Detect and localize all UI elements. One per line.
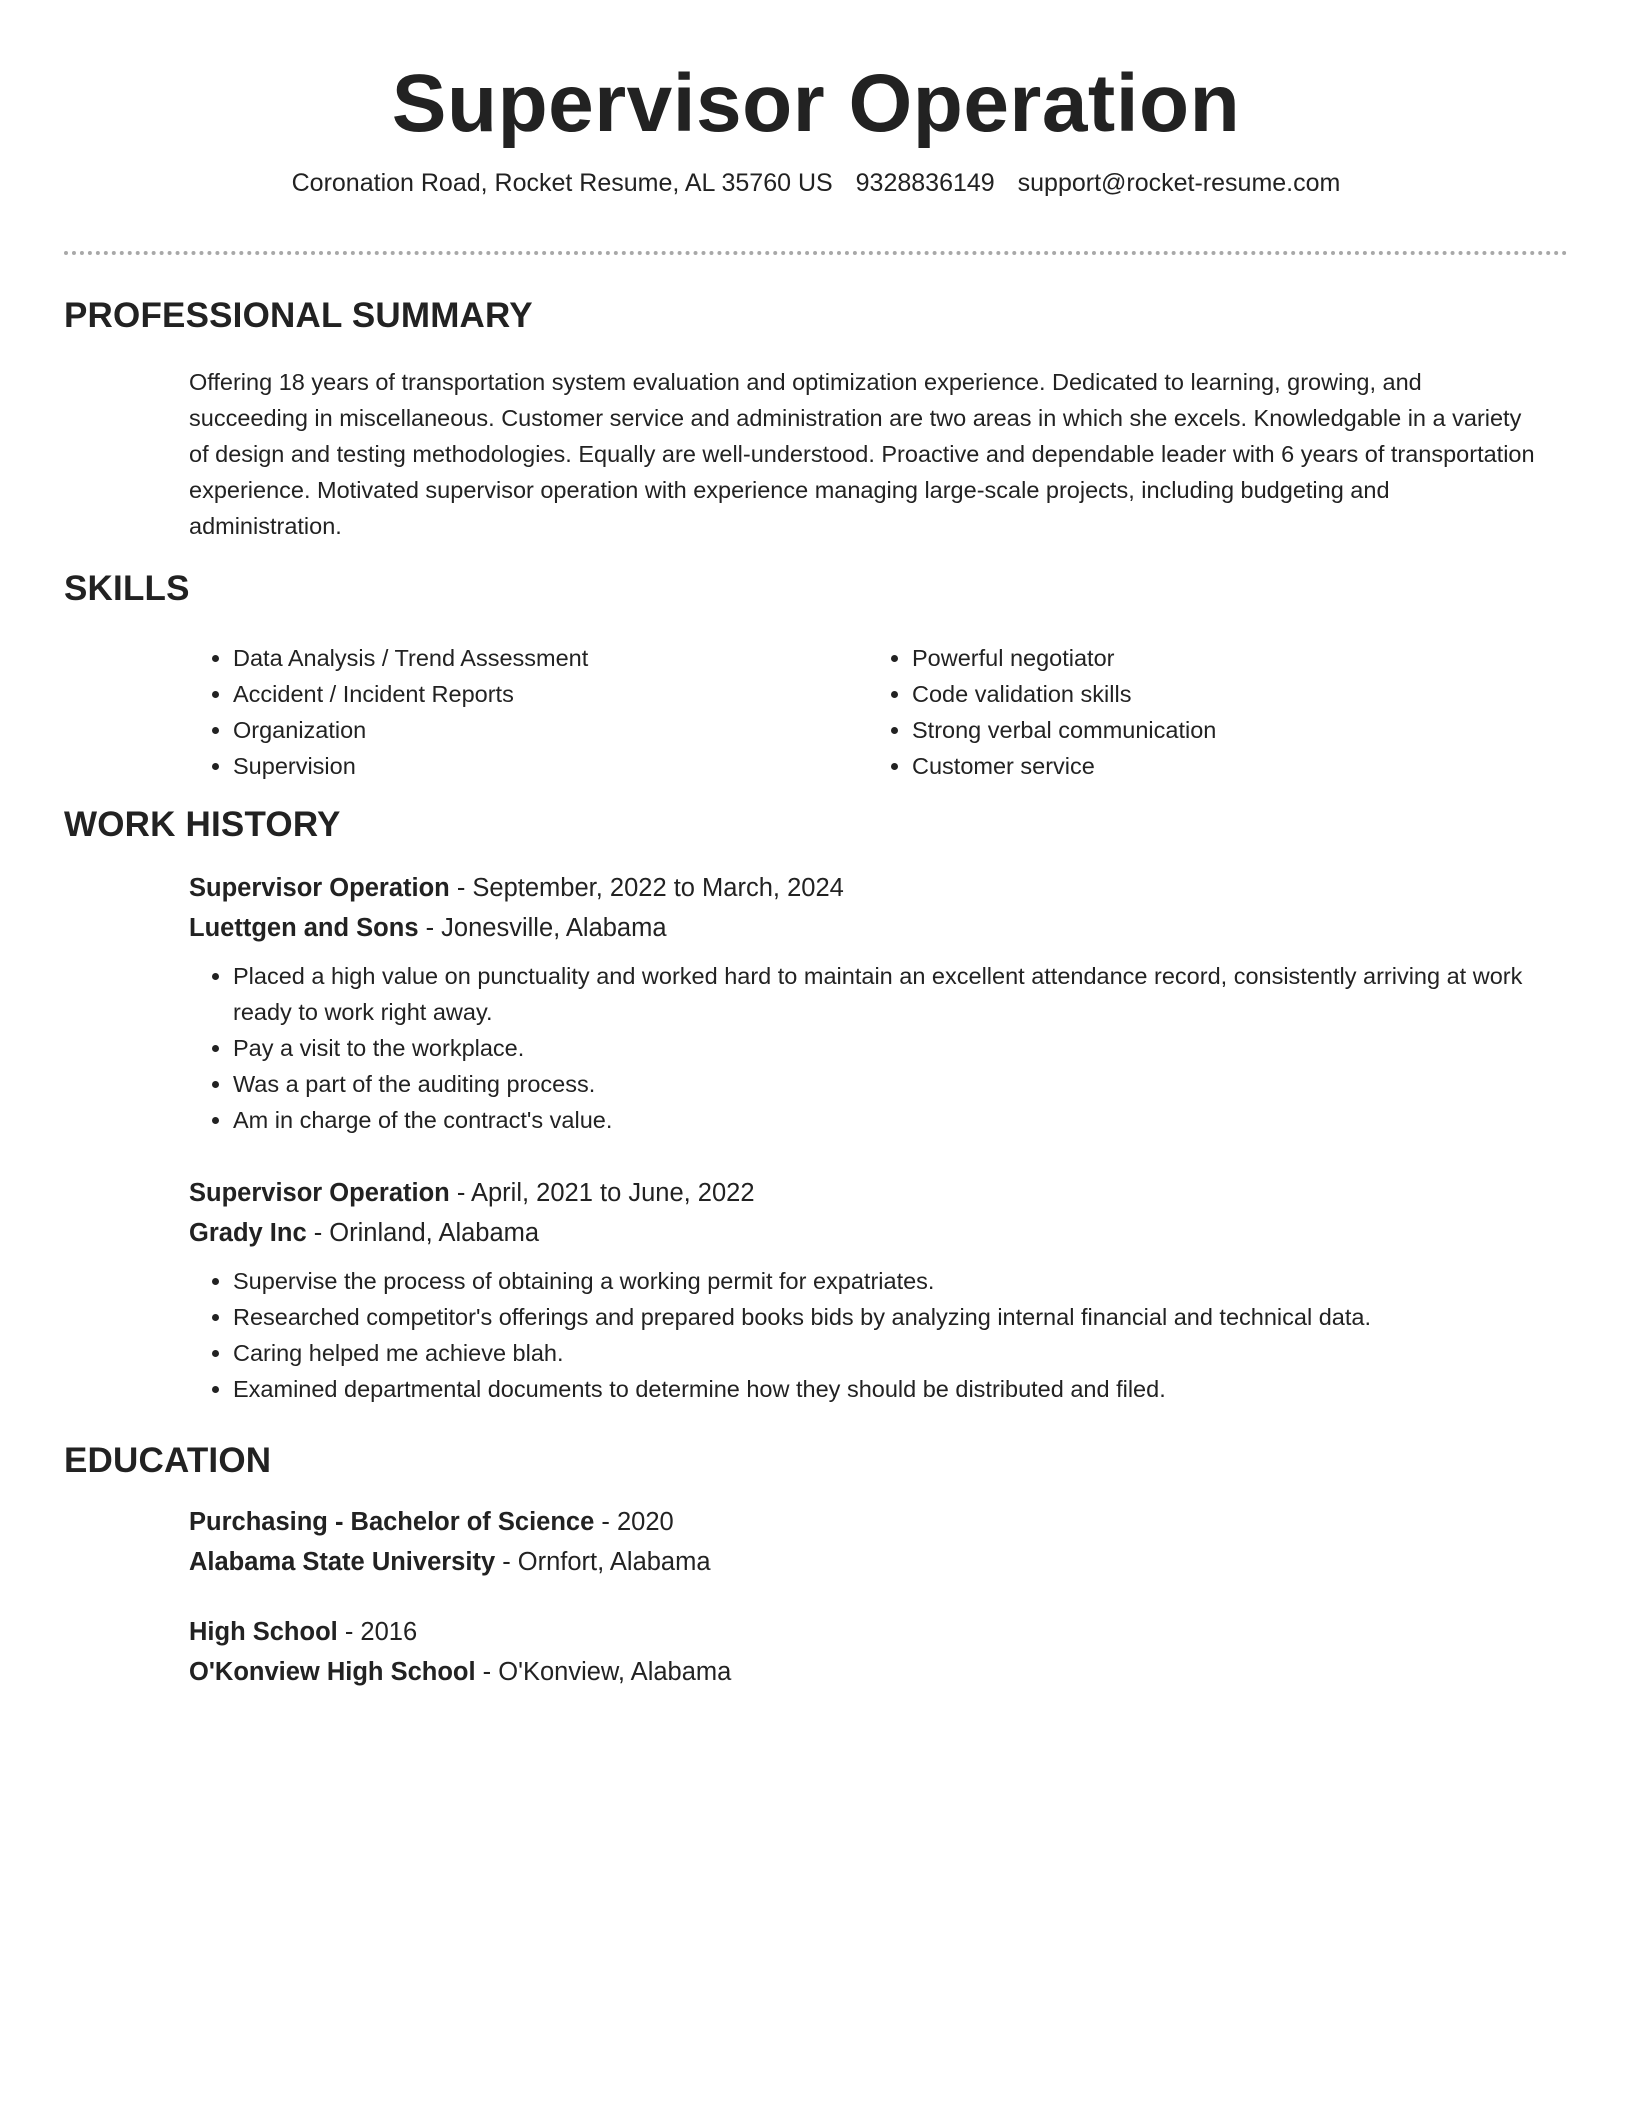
education-heading: EDUCATION	[64, 1441, 272, 1480]
job-bullet: • Caring helped me achieve blah.	[233, 1335, 1569, 1371]
job-bullet: • Examined departmental documents to determine how they should be distributed and filed.	[233, 1371, 1569, 1407]
job-role: Supervisor Operation	[189, 1179, 450, 1207]
edu-degree: High School	[189, 1618, 338, 1646]
job-company-line	[189, 1213, 1569, 1253]
job-bullet: • Placed a high value on punctuality and worked hard to maintain an excellent attendance record, consistently arriving at work ready to work right away.	[233, 958, 1569, 1030]
skills-list	[189, 640, 1559, 784]
job-dates: - April, 2021 to June, 2022	[449, 1179, 755, 1207]
job-dates: - September, 2022 to March, 2024	[449, 874, 844, 902]
contact-line	[64, 166, 1568, 200]
edu-school-line	[189, 1652, 1569, 1692]
skill-item: • Organization	[233, 712, 868, 748]
edu-location: - O'Konview, Alabama	[475, 1658, 732, 1686]
work-heading: WORK HISTORY	[64, 805, 341, 844]
skill-item: • Supervision	[233, 748, 868, 784]
job-bullet: • Supervise the process of obtaining a working permit for expatriates.	[233, 1263, 1569, 1299]
skill-item: • Strong verbal communication	[912, 712, 1547, 748]
job-role: Supervisor Operation	[189, 874, 450, 902]
address: Coronation Road, Rocket Resume, AL 35760 US	[291, 169, 833, 197]
summary-text: Offering 18 years of transportation system evaluation and optimization experience. Dedicated to learning, growing, and succeeding in miscellaneous. Customer service and administration are two areas in which she excels. Knowledgable in a variety of design and testing methodologies. Equally are well-understood. Proactive and dependable leader with 6 years of transportation experience. Motivated supervisor operation with experience managing large-scale projects, including budgeting and administration.	[189, 369, 1535, 539]
edu-school: Alabama State University	[189, 1548, 496, 1576]
edu-school: O'Konview High School	[189, 1658, 476, 1686]
candidate-name: Supervisor Operation	[391, 58, 1241, 149]
edu-degree: Purchasing - Bachelor of Science	[189, 1508, 595, 1536]
edu-school-line	[189, 1542, 1569, 1582]
job-title-line	[189, 868, 1569, 908]
job-company: Luettgen and Sons	[189, 914, 419, 942]
job-bullet: • Was a part of the auditing process.	[233, 1066, 1569, 1102]
job-title-line	[189, 1173, 1569, 1213]
job-entry	[189, 868, 1569, 1138]
job-bullet: • Am in charge of the contract's value.	[233, 1102, 1569, 1138]
skills-column-left	[189, 640, 868, 784]
job-company: Grady Inc	[189, 1219, 307, 1247]
skill-item: • Accident / Incident Reports	[233, 676, 868, 712]
job-entry	[189, 1173, 1569, 1407]
skills-column-right	[868, 640, 1547, 784]
edu-year: - 2020	[594, 1508, 674, 1536]
job-location: - Jonesville, Alabama	[418, 914, 667, 942]
skill-item: • Powerful negotiator	[912, 640, 1547, 676]
education-entry	[189, 1502, 1569, 1582]
education-entry	[189, 1612, 1569, 1692]
job-company-line	[189, 908, 1569, 948]
edu-degree-line	[189, 1612, 1569, 1652]
skills-heading: SKILLS	[64, 569, 190, 608]
email: support@rocket-resume.com	[1017, 169, 1341, 197]
edu-year: - 2016	[337, 1618, 418, 1646]
summary-heading: PROFESSIONAL SUMMARY	[64, 296, 533, 335]
job-bullet: • Pay a visit to the workplace.	[233, 1030, 1569, 1066]
skill-item: • Code validation skills	[912, 676, 1547, 712]
job-bullets	[189, 958, 1569, 1138]
job-bullet: • Researched competitor's offerings and prepared books bids by analyzing internal financial and technical data.	[233, 1299, 1569, 1335]
edu-degree-line	[189, 1502, 1569, 1542]
job-location: - Orinland, Alabama	[306, 1219, 540, 1247]
edu-location: - Ornfort, Alabama	[495, 1548, 711, 1576]
job-bullets	[189, 1263, 1569, 1407]
skill-item: • Data Analysis / Trend Assessment	[233, 640, 868, 676]
phone: 9328836149	[855, 169, 995, 197]
skill-item: • Customer service	[912, 748, 1547, 784]
header-divider	[64, 251, 1568, 255]
